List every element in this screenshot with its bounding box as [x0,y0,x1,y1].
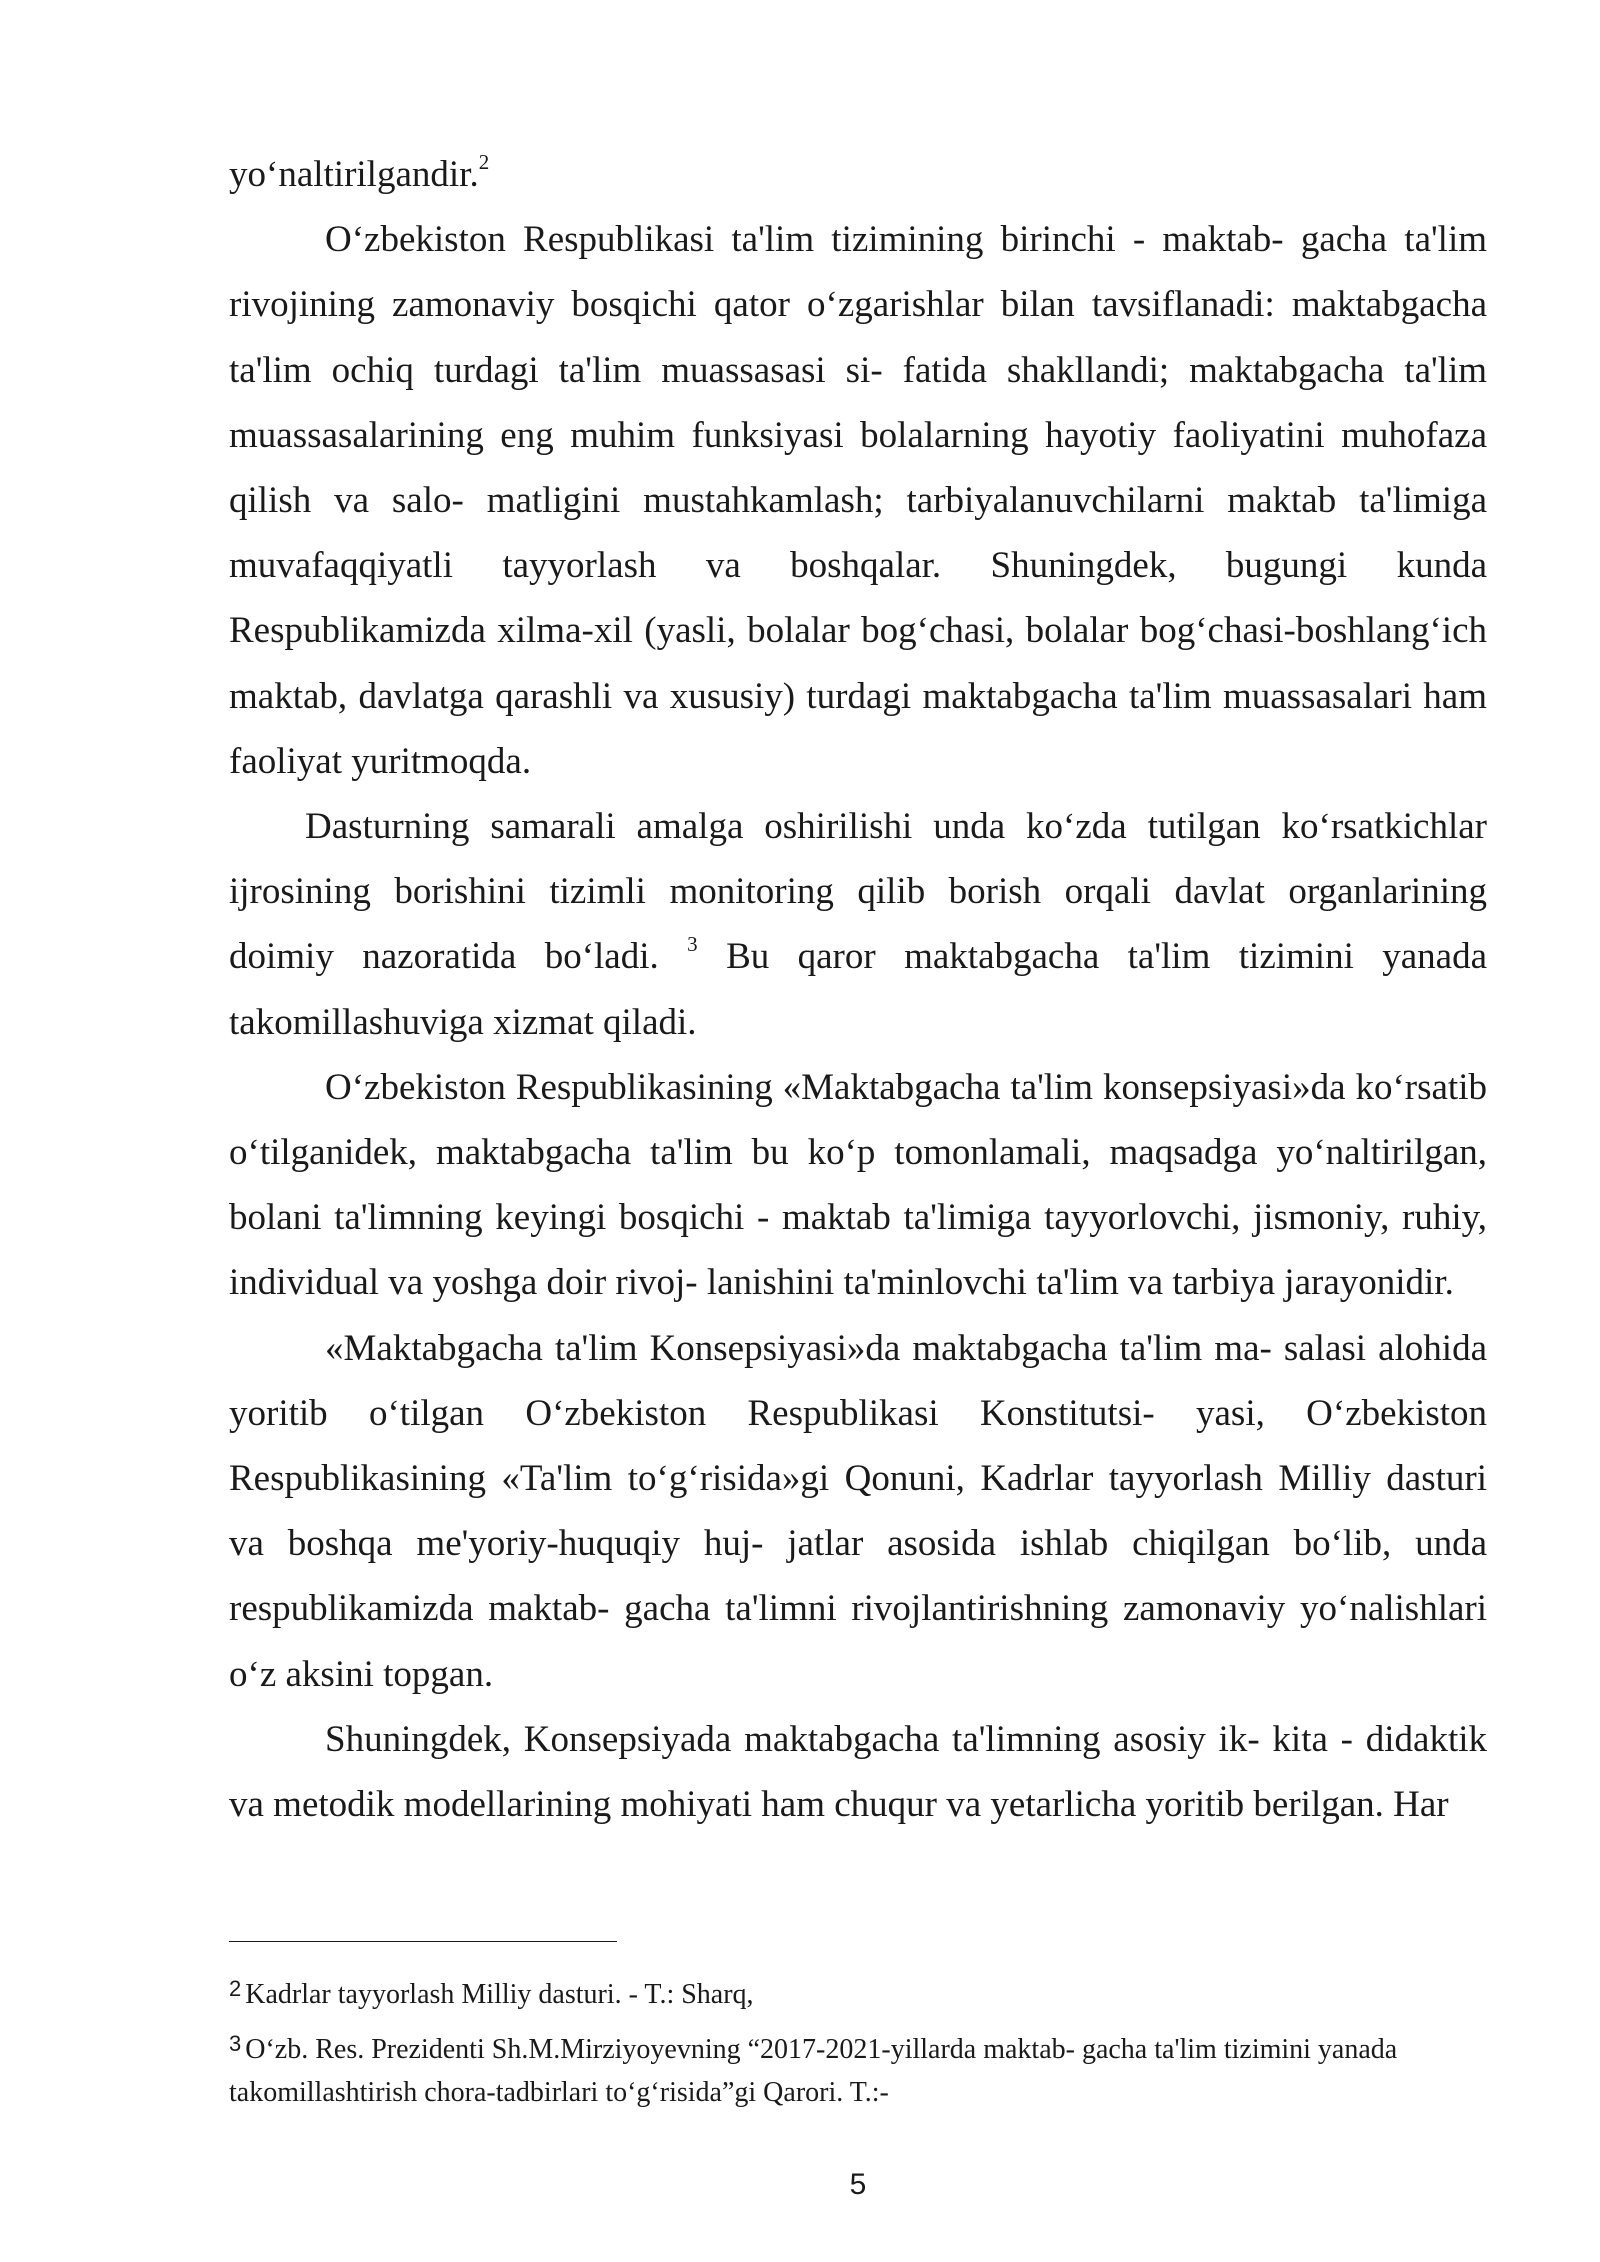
footnote [229,2029,1487,2114]
footnote [229,1974,1487,2017]
footnote-separator [229,1941,617,1942]
paragraph: O‘zbekiston Respublikasi ta'lim tizimining birinchi - maktab- gacha ta'lim rivojining zamonaviy bosqichi qator o‘zgarishlar bilan tavsiflanadi: maktabgacha ta'lim ochiq turdagi ta'lim muassasasi si- fatida shakllandi; maktabgacha ta'lim muassasalarining eng muhim funksiyasi bolalarning hayotiy faoliyatini muhofaza qilish va salo- matligini mustahkamlash; tarbiyalanuvchilarni maktab ta'limiga muvafaqqiyatli tayyorlash va boshqalar. Shuningdek, bugungi kunda Respublikamizda xilma-xil (yasli, bolalar bog‘chasi, bolalar bog‘chasi-boshlang‘ich maktab, davlatga qarashli va xususiy) turdagi maktabgacha ta'lim muassasalari ham faoliyat yuritmoqda. [229,219,1487,782]
paragraph-text: Bu qaror maktabgacha ta'lim tizimini yanada takomillashuviga xizmat qiladi. [229,936,1488,1043]
footnote-mark: 2 [229,1976,242,2001]
paragraph: Shuningdek, Konsepsiyada maktabgacha ta'limning asosiy ik- kita - didaktik va metodik modellarining mohiyati ham chuqur va yetarlicha yoritib berilgan. Har [229,1718,1487,1826]
footnotes [229,1974,1487,2126]
paragraph-text: yo‘naltirilgandir. [229,154,479,195]
paragraph [229,794,1487,1055]
footnote-text: O‘zb. Res. Prezidenti Sh.M.Mirziyoyevning “2017-2021-yillarda maktab- gacha ta'lim tizimini yanada takomillashtirish chora-tadbirlari to‘g‘risida”gi Qarori. T.:- [229,2034,1398,2108]
paragraph: O‘zbekiston Respublikasining «Maktabgacha ta'lim konsepsiyasi»da ko‘rsatib o‘tilganidek, maktabgacha ta'lim bu ko‘p tomonlamali, maqsadga yo‘naltirilgan, bolani ta'limning keyingi bosqichi - maktab ta'limiga tayyorlovchi, jismoniy, ruhiy, individual va yoshga doir rivoj- lanishini ta'minlovchi ta'lim va tarbiya jarayonidir. [229,1066,1487,1304]
body-text [229,142,1487,1837]
paragraph-continuation [229,142,1487,207]
paragraph: «Maktabgacha ta'lim Konsepsiyasi»da maktabgacha ta'lim ma- salasi alohida yoritib o‘tilgan O‘zbekiston Respublikasi Konstitutsi- yasi, O‘zbekiston Respublikasining «Ta'lim to‘g‘risida»gi Qonuni, Kadrlar tayyorlash Milliy dasturi va boshqa me'yoriy-huquqiy huj- jatlar asosida ishlab chiqilgan bo‘lib, unda respublikamizda maktab- gacha ta'limni rivojlantirishning zamonaviy yo‘nalishlari o‘z aksini topgan. [229,1327,1487,1695]
footnote-mark: 3 [229,2031,242,2056]
footnote-text: Kadrlar tayyorlash Milliy dasturi. - T.: Sharq, [245,1979,754,2010]
footnote-reference[interactable]: 2 [478,149,490,174]
page-number: 5 [849,2168,867,2201]
paragraph-text: Dasturning samarali amalga oshirilishi unda ko‘zda tutilgan ko‘rsatkichlar ijrosining borishini tizimli monitoring qilib borish orqali davlat organlarining doimiy nazoratida bo‘ladi. [229,806,1487,978]
footnote-reference[interactable]: 3 [687,932,698,957]
